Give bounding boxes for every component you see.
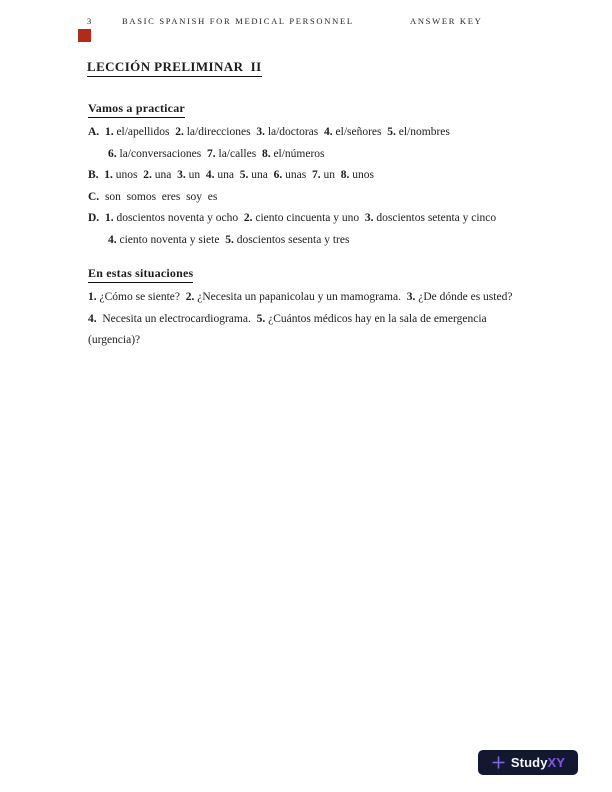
answer-number: 3. xyxy=(406,291,416,303)
answer-number: 2. xyxy=(175,126,184,138)
lesson-title xyxy=(87,59,262,77)
exercise-line xyxy=(88,165,558,187)
answer-text: unos xyxy=(115,169,138,181)
answer-text: ¿Necesita un papanicolau y un mamograma. xyxy=(197,291,401,303)
answer-text: doscientos sesenta y tres xyxy=(236,233,350,246)
answer-text: ¿De dónde es usted? xyxy=(418,291,513,303)
answer-text: (urgencia)? xyxy=(88,334,141,346)
answer-number: 3. xyxy=(364,212,374,224)
item-label: C. xyxy=(88,190,100,203)
answer-text: la/calles xyxy=(218,147,257,160)
answer-text: ciento noventa y siete xyxy=(119,233,220,246)
answer-number: 7. xyxy=(311,169,321,181)
answer-text: la/conversaciones xyxy=(119,147,202,160)
plus-icon xyxy=(491,755,506,770)
answer-number: 3. xyxy=(177,169,186,181)
answer-number: 1. xyxy=(104,212,114,224)
answer-text: son somos eres soy es xyxy=(104,190,218,203)
answer-text: unas xyxy=(285,169,307,181)
answer-text: una xyxy=(251,169,268,181)
practice-items xyxy=(88,122,558,251)
answer-text: la/direcciones xyxy=(186,126,251,138)
practice-section-heading xyxy=(88,101,185,118)
situations-heading-text: En estas situaciones xyxy=(88,266,193,283)
item-label: B. xyxy=(88,169,99,181)
answer-number: 2. xyxy=(185,291,195,303)
answer-text: el/nombres xyxy=(398,126,450,138)
exercise-line xyxy=(88,187,558,209)
answer-number: 8. xyxy=(261,147,271,160)
answer-text: ¿Cuántos médicos hay en la sala de emergencia xyxy=(268,312,487,325)
answer-text: la/doctoras xyxy=(267,126,319,138)
answer-number: 5. xyxy=(239,169,249,181)
brand-name-primary: Study xyxy=(510,755,548,770)
answer-text: unos xyxy=(352,169,374,181)
exercise-line xyxy=(88,122,558,144)
answer-number: 2. xyxy=(143,169,152,181)
item-label: D. xyxy=(88,212,100,224)
answer-text: una xyxy=(154,169,172,181)
answer-text: un xyxy=(188,169,201,181)
answer-number: 4. xyxy=(108,233,117,246)
brand-name-accent: XY xyxy=(547,755,566,770)
brand-badge xyxy=(478,750,578,775)
situations-lines xyxy=(88,287,558,352)
answer-text: ciento cincuenta y uno xyxy=(255,212,360,224)
answer-text: el/señores xyxy=(335,126,382,138)
situations-section-heading xyxy=(88,266,193,283)
book-title: BASIC SPANISH FOR MEDICAL PERSONNEL xyxy=(122,16,354,26)
exercise-line xyxy=(88,208,558,230)
answer-text: Necesita un electrocardiograma. xyxy=(99,312,251,325)
answer-number: 4. xyxy=(205,169,215,181)
item-label: A. xyxy=(88,126,100,138)
practice-heading-text: Vamos a practicar xyxy=(88,101,185,118)
answer-number: 4. xyxy=(88,312,97,325)
answer-number: 5. xyxy=(387,126,396,138)
answer-number: 1. xyxy=(104,169,113,181)
brand-name xyxy=(511,755,565,770)
answer-text: doscientos setenta y cinco xyxy=(376,212,497,224)
running-header xyxy=(0,16,612,30)
answer-text: el/apellidos xyxy=(116,126,170,138)
answer-number: 4. xyxy=(324,126,333,138)
answer-text: una xyxy=(217,169,234,181)
answer-number: 1. xyxy=(88,291,97,303)
answer-number: 3. xyxy=(256,126,265,138)
answer-number: 5. xyxy=(256,312,266,325)
answer-number: 1. xyxy=(104,126,114,138)
lesson-title-text: LECCIÓN PRELIMINAR II xyxy=(87,59,262,77)
answer-number: 6. xyxy=(108,147,117,160)
answer-text: ¿Cómo se siente? xyxy=(99,291,180,303)
answer-number: 6. xyxy=(273,169,283,181)
exercise-line xyxy=(88,309,558,331)
exercise-line xyxy=(88,330,558,352)
page-number: 3 xyxy=(87,16,93,26)
answer-text: el/números xyxy=(273,147,325,160)
exercise-line xyxy=(88,287,558,309)
answer-key-label: ANSWER KEY xyxy=(410,16,483,26)
answer-number: 2. xyxy=(243,212,253,224)
answer-text: un xyxy=(323,169,335,181)
exercise-line xyxy=(88,144,558,166)
answer-number: 5. xyxy=(225,233,234,246)
red-square-marker xyxy=(78,29,91,42)
answer-number: 8. xyxy=(340,169,350,181)
answer-text: doscientos noventa y ocho xyxy=(116,212,239,224)
exercise-line xyxy=(88,230,558,252)
answer-number: 7. xyxy=(207,147,216,160)
